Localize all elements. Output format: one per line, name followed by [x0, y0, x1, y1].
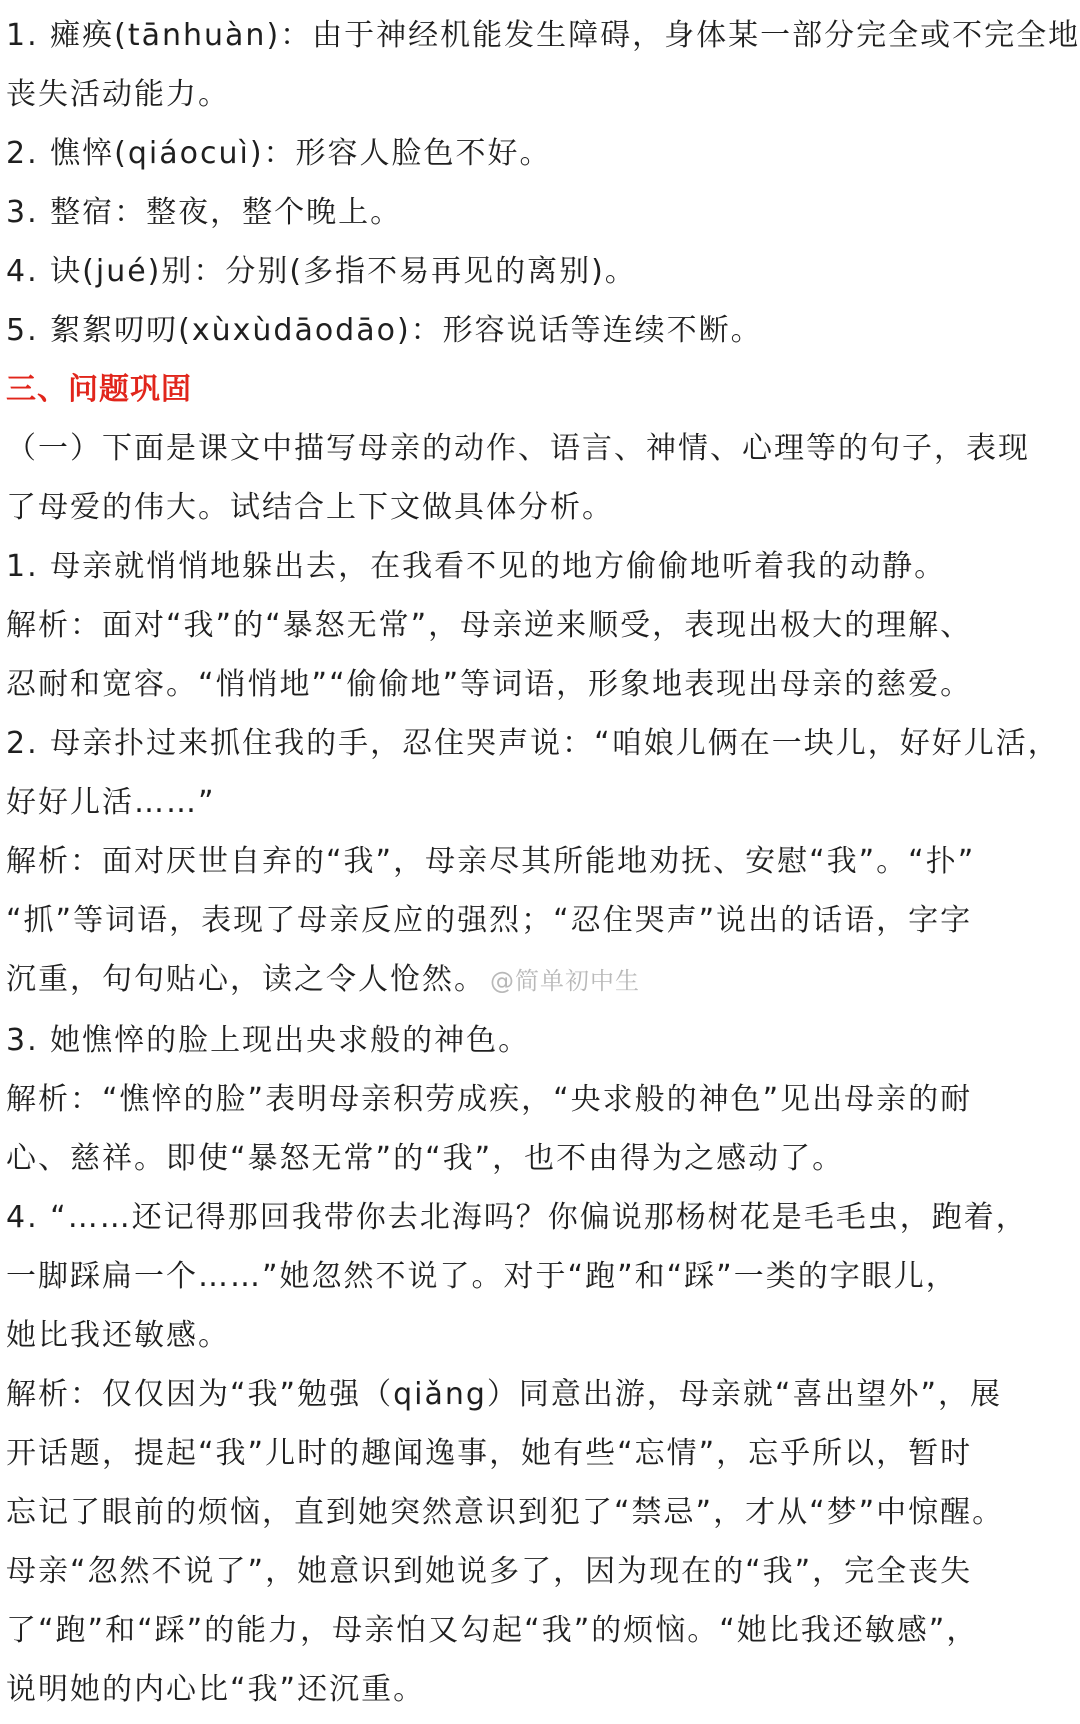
analysis-4-line: 忘记了眼前的烦恼，直到她突然意识到犯了“禁忌”，才从“梦”中惊醒。: [6, 1495, 1005, 1530]
analysis-2-line: “抓”等词语，表现了母亲反应的强烈；“忍住哭声”说出的话语，字字: [6, 903, 973, 938]
analysis-1-line: 忍耐和宽容。“悄悄地”“偷偷地”等词语，形象地表现出母亲的慈爱。: [6, 667, 973, 702]
intro-line: （一）下面是课文中描写母亲的动作、语言、神情、心理等的句子，表现: [6, 431, 1030, 466]
vocab-line: 5. 絮絮叨叨(xùxùdāodāo)：形容说话等连续不断。: [6, 313, 763, 348]
vocab-line: 4. 诀(jué)别：分别(多指不易再见的离别)。: [6, 254, 637, 289]
analysis-4-line: 解析：仅仅因为“我”勉强（qiǎng）同意出游，母亲就“喜出望外”，展: [6, 1377, 1002, 1412]
analysis-3-line: 解析：“憔悴的脸”表明母亲积劳成疾，“央求般的神色”见出母亲的耐: [6, 1082, 973, 1117]
question-2-line: 2. 母亲扑过来抓住我的手，忍住哭声说：“咱娘儿俩在一块儿，好好儿活，: [6, 726, 1060, 761]
analysis-2-line: 解析：面对厌世自弃的“我”，母亲尽其所能地劝抚、安慰“我”。“扑”: [6, 844, 976, 879]
analysis-2-line-last: [6, 950, 1074, 1011]
analysis-4-line: 开话题，提起“我”儿时的趣闻逸事，她有些“忘情”，忘乎所以，暂时: [6, 1436, 973, 1471]
question-3: 3. 她憔悴的脸上现出央求般的神色。: [6, 1023, 531, 1058]
section-title: 三、问题巩固: [6, 372, 192, 407]
analysis-4-line: 了“跑”和“踩”的能力，母亲怕又勾起“我”的烦恼。“她比我还敏感”，: [6, 1613, 979, 1648]
analysis-1-line: 解析：面对“我”的“暴怒无常”，母亲逆来顺受，表现出极大的理解、: [6, 608, 973, 643]
intro-line: 了母爱的伟大。试结合上下文做具体分析。: [6, 490, 614, 525]
vocab-line: 2. 憔悴(qiáocuì)：形容人脸色不好。: [6, 136, 552, 171]
watermark: @简单初中生: [490, 967, 640, 995]
question-4-line: 4. “……还记得那回我带你去北海吗？你偏说那杨树花是毛毛虫，跑着，: [6, 1200, 1028, 1235]
analysis-4-line: 母亲“忽然不说了”，她意识到她说多了，因为现在的“我”，完全丧失: [6, 1554, 973, 1589]
analysis-3-line: 心、慈祥。即使“暴怒无常”的“我”，也不由得为之感动了。: [6, 1141, 845, 1176]
question-4-line: 一脚踩扁一个……”她忽然不说了。对于“跑”和“踩”一类的字眼儿，: [6, 1259, 958, 1294]
vocab-line: 1. 瘫痪(tānhuàn)：由于神经机能发生障碍，身体某一部分完全或不完全地: [6, 18, 1080, 53]
analysis-2-text: 沉重，句句贴心，读之令人怆然。: [6, 962, 486, 997]
vocab-line: 丧失活动能力。: [6, 77, 230, 112]
question-1: 1. 母亲就悄悄地躲出去，在我看不见的地方偷偷地听着我的动静。: [6, 549, 947, 584]
question-2-line: 好好儿活……”: [6, 785, 216, 820]
vocab-line: 3. 整宿：整夜，整个晚上。: [6, 195, 403, 230]
analysis-4-line: 说明她的内心比“我”还沉重。: [6, 1672, 426, 1707]
question-4-line: 她比我还敏感。: [6, 1318, 230, 1353]
